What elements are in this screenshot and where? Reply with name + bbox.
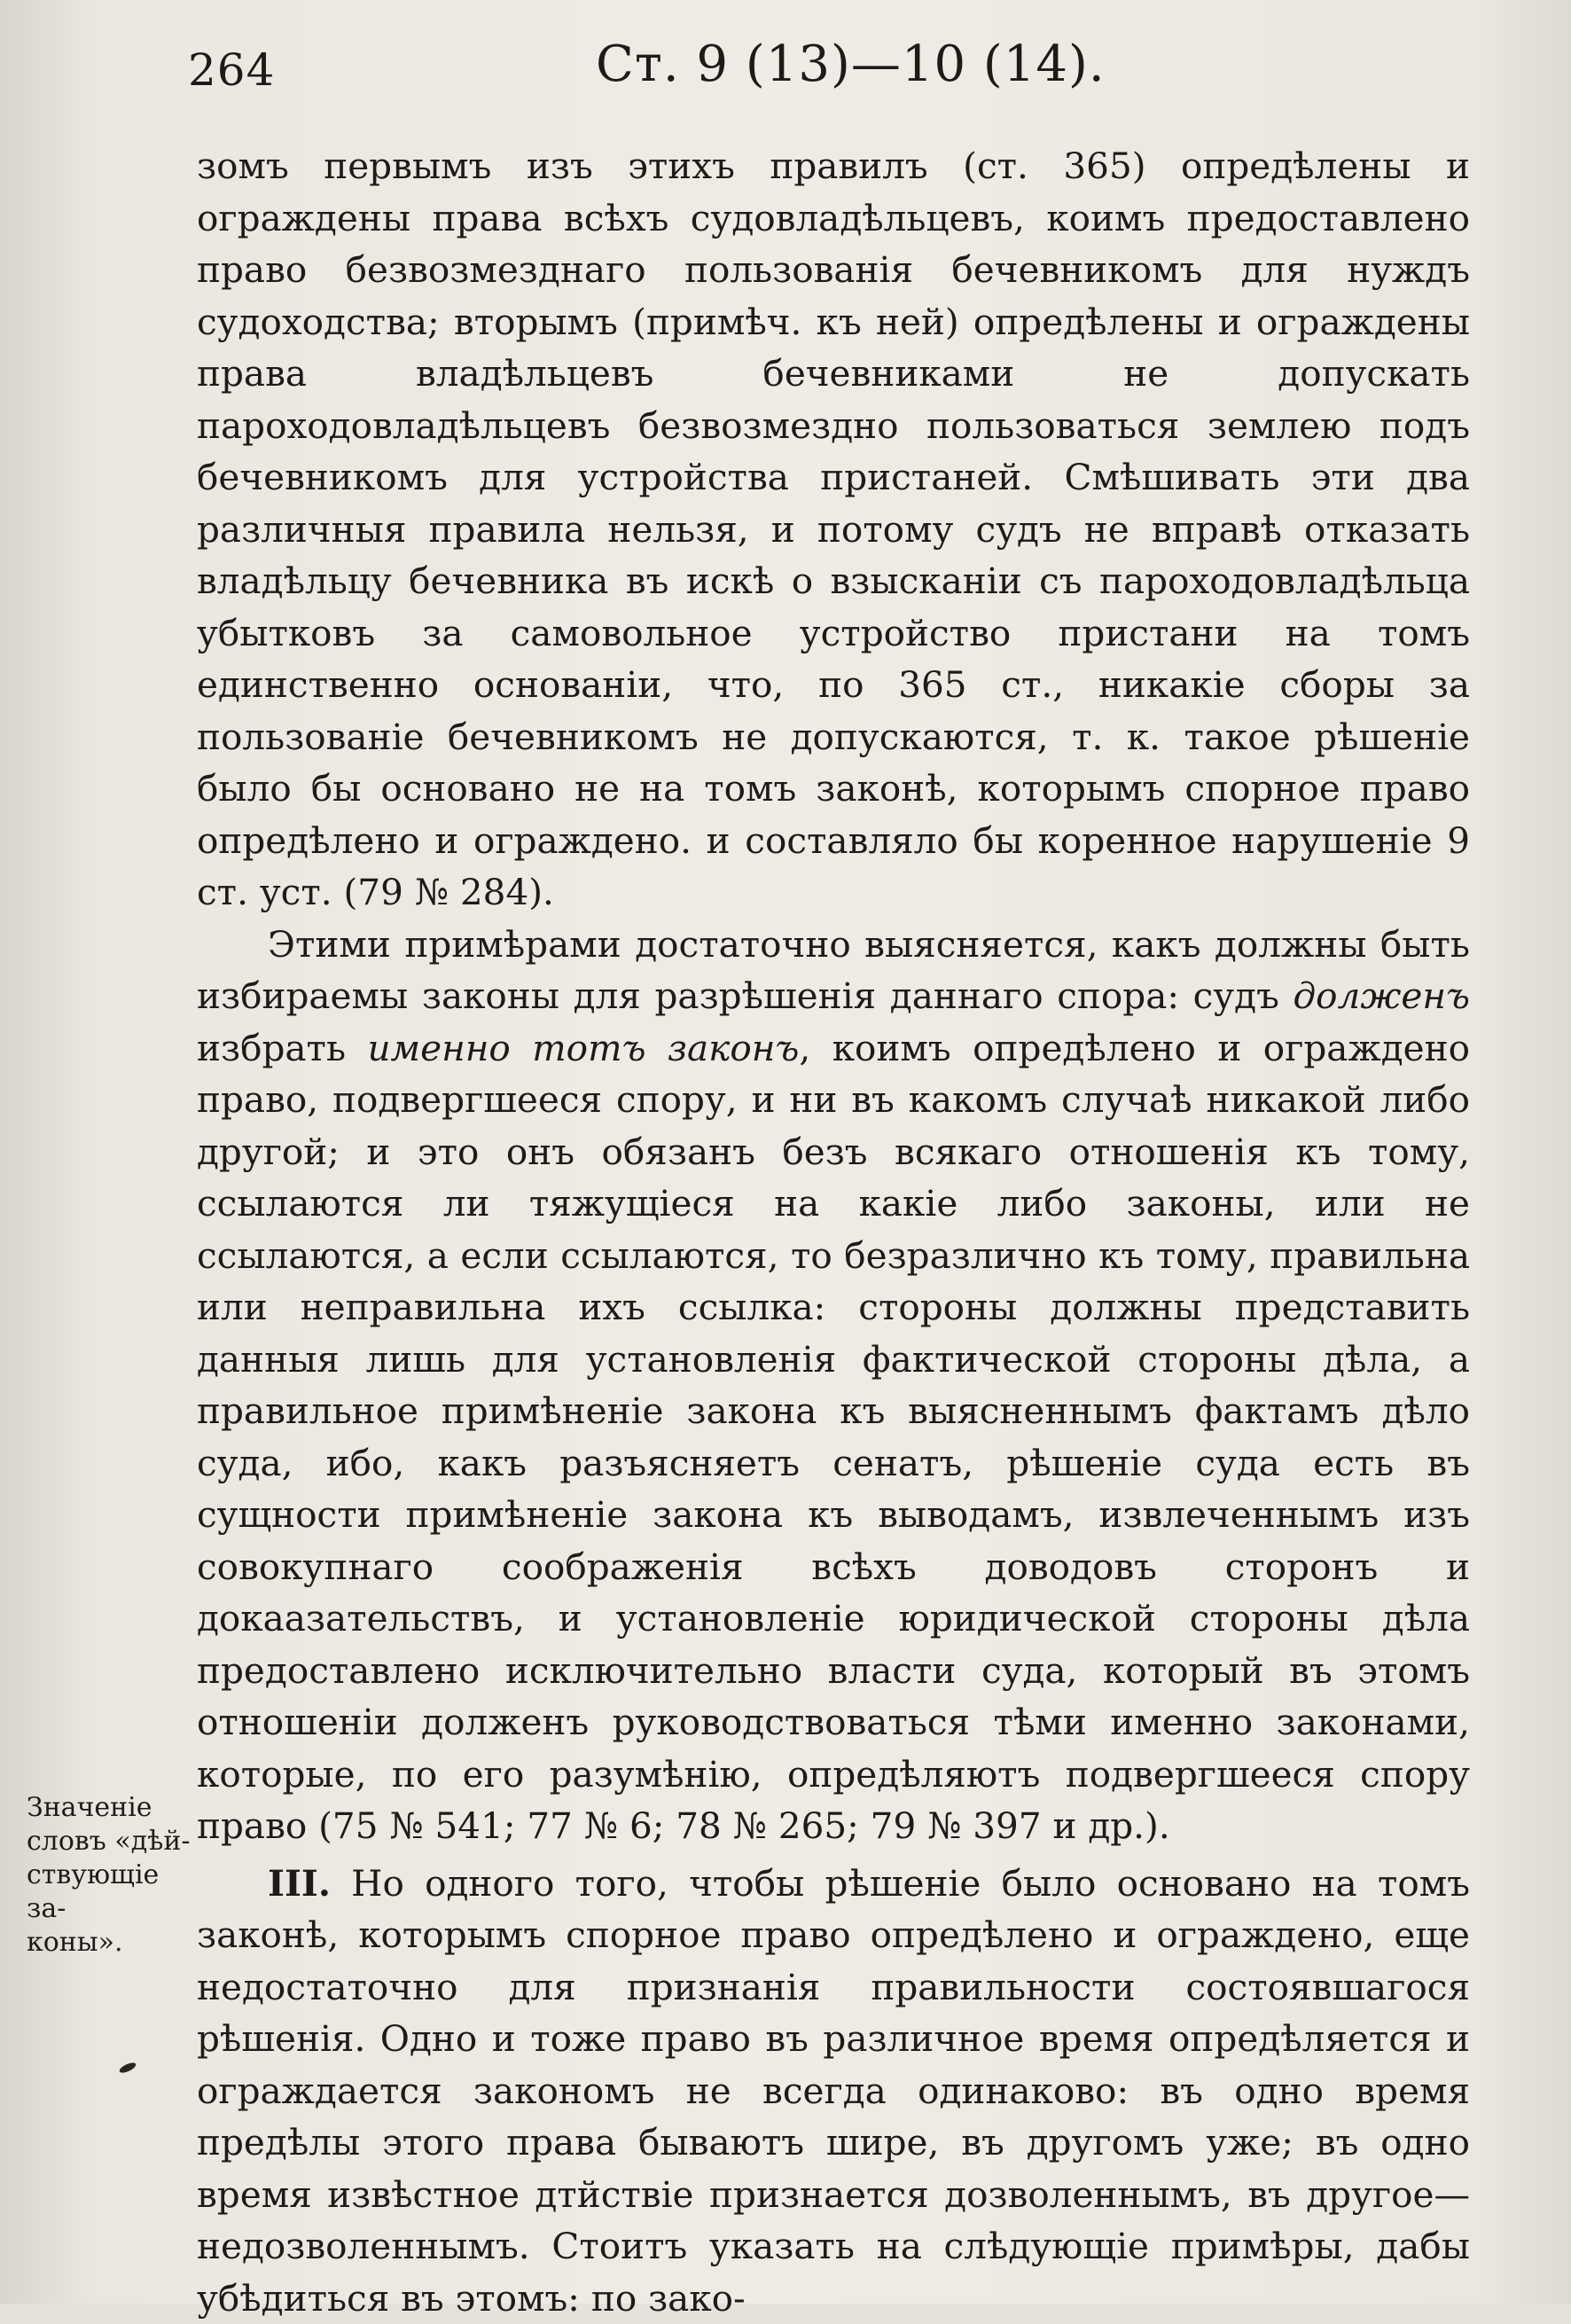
margin-note-line: коны». [27, 1926, 204, 1960]
emphasis-dolzhen: долженъ [1293, 974, 1470, 1017]
section-numeral: III. [268, 1862, 331, 1905]
running-head [0, 35, 1571, 106]
emphasis-imenno-tot-zakon: именно тотъ законъ [367, 1027, 799, 1069]
margin-note-line: словъ «дѣй- [27, 1825, 204, 1858]
paragraph-2-text-c: , коимъ опредѣлено и ограждено право, подвергшееся спору, и ни въ какомъ случаѣ никакой либо другой; и это онъ обязанъ безъ всякаго отношенія къ тому, ссылаются ли тяжущіеся на какіе либо законы, или не ссылаются, а если ссылаются, то безразлично къ тому, правильна или неправильна ихъ ссылка: стороны должны представить данныя лишь для установленія фактической стороны дѣла, а правильное примѣненіе закона къ выясненнымъ фактамъ дѣло суда, ибо, какъ разъясняетъ сенатъ, рѣшеніе суда есть въ сущности примѣненіе закона къ выводамъ, извлеченнымъ изъ совокупнаго соображенія всѣхъ доводовъ сторонъ и докаазательствъ, и установленіе юридической стороны дѣла предоставлено исключительно власти суда, который въ этомъ отношеніи долженъ руководствоваться тѣми именно законами, которые, по его разумѣнію, опредѣляютъ подвергшееся спору право (75 № 541; 77 № 6; 78 № 265; 79 № 397 и др.). [197, 1027, 1470, 1848]
running-title: Ст. 9 (13)—10 (14). [596, 35, 1106, 93]
paragraph-2-text-b: избрать [197, 1027, 367, 1069]
body-text [197, 140, 1470, 2324]
paragraph-2-text-a: Этими примѣрами достаточно выясняется, какъ должны быть избираемы законы для разрѣшенія даннаго спора: судъ [197, 923, 1470, 1018]
paragraph-3-text: Но одного того, чтобы рѣшеніе было основано на томъ законѣ, которымъ спорное право опредѣлено и ограждено, еще недостаточно для признанія правильности состоявшагося рѣшенія. Одно и тоже право въ различное время опредѣляется и ограждается закономъ не всегда одинаково: въ одно время предѣлы этого права бываютъ шире, въ другомъ уже; въ одно время извѣстное дтйствіе признается дозволеннымъ, въ другое—недозволеннымъ. Стоитъ указать на слѣдующіе примѣры, дабы убѣдиться въ этомъ: по зако- [197, 1862, 1470, 2320]
paragraph-2 [197, 919, 1470, 1852]
margin-note-line: ствующіе за- [27, 1858, 204, 1926]
paragraph-3 [197, 1858, 1470, 2324]
margin-note [27, 1791, 204, 1960]
margin-note-line: Значеніе [27, 1791, 204, 1825]
paragraph-1: зомъ первымъ изъ этихъ правилъ (ст. 365) опредѣлены и ограждены права всѣхъ судовладѣльцевъ, коимъ предоставлено право безвозмезднаго пользованія бечевникомъ для нуждъ судоходства; вторымъ (примѣч. къ ней) опредѣлены и ограждены права владѣльцевъ бечевниками не допускать пароходовладѣльцевъ безвозмездно пользоваться землею подъ бечевникомъ для устройства пристаней. Смѣшивать эти два различныя правила нельзя, и потому судъ не вправѣ отказать владѣльцу бечевника въ искѣ о взысканіи съ пароходовладѣльца убытковъ за самовольное устройство пристани на томъ единственно основаніи, что, по 365 ст., никакіе сборы за пользованіе бечевникомъ не допускаются, т. к. такое рѣшеніе было бы основано не на томъ законѣ, которымъ спорное право опредѣлено и ограждено. и составляло бы коренное нарушеніе 9 ст. уст. (79 № 284). [197, 140, 1470, 919]
page-number: 264 [188, 44, 275, 96]
ink-mark [118, 2061, 137, 2075]
